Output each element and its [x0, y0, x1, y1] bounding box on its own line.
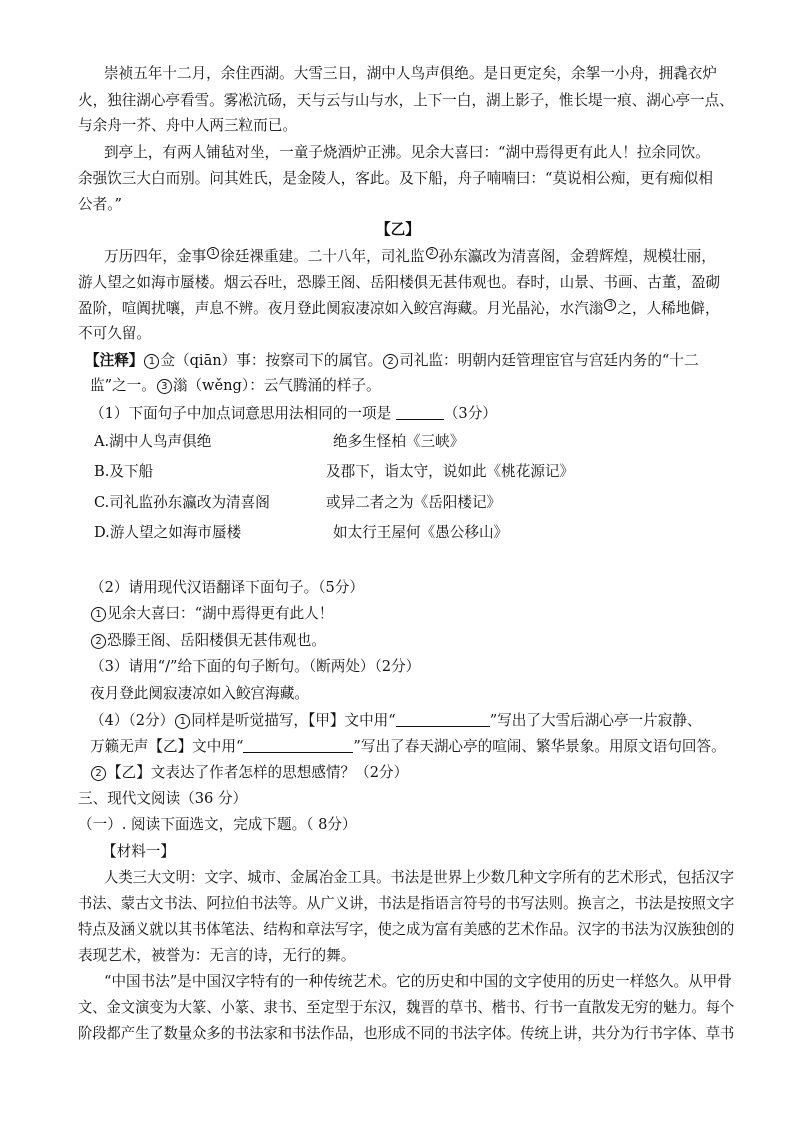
material-1-para1-line1: 人类三大文明：文字、城市、金属冶金工具。书法是世界上少数几种文字所有的艺术形式，包括汉字 [104, 869, 735, 886]
q1-stem: （1）下面句子中加点词意思用法相同的一项是 （3分） [90, 405, 497, 422]
jia-para2-line3: 公者。” [78, 196, 122, 213]
q2-sentence-1: 1 见余大喜曰：“湖中焉得更有此人！ [90, 604, 333, 624]
q3-sentence: 夜月登此阒寂凄凉如入鲛宫海藏。 [90, 685, 309, 702]
note-marker-1: 1 [207, 247, 219, 259]
material-1-para1-line4: 表现艺术，被誉为：无言的诗，无行的舞。 [78, 947, 356, 964]
jia-para2-line2: 余强饮三大白而别。问其姓氏，是金陵人，客此。及下船，舟子喃喃曰：“莫说相公痴，更有痴似相 [78, 170, 713, 187]
q4-blank-yi[interactable] [243, 738, 353, 753]
jia-para2-line1: 到亭上，有两人铺毡对坐，一童子烧酒炉正沸。见余大喜曰：“湖中焉得更有此人！拉余同饮。 [104, 144, 710, 161]
material-1-para1-line3: 特点及涵义就以其书体笔法、结构和章法写字，使之成为富有美感的艺术作品。汉字的书法为汉族独创的 [78, 921, 735, 938]
material-1-para2-line2: 文、金文演变为大篆、小篆、隶书、至定型于东汉，魏晋的草书、楷书、行书一直散发无穷的魅力。每个 [78, 999, 735, 1016]
note-marker-3: 3 [604, 299, 616, 311]
q4-line2: 万籁无声【乙】文中用“ ”写出了春天湖心亭的喧闹、繁华景象。用原文语句回答。 [90, 738, 726, 755]
yi-line4: 不可久留。 [78, 325, 151, 342]
jia-para1-line2: 火，独往湖心亭看雪。雾凇沆砀，天与云与山与水，上下一白，湖上影子，惟长堤一痕、湖心亭一点、 [78, 92, 734, 109]
q1-option-c-left: C.司礼监孙东瀛改为清喜阁 [94, 494, 270, 511]
jia-para1-line3: 与余舟一芥、舟中人两三粒而已。 [78, 117, 297, 134]
q1-option-b-left: B.及下船 [94, 463, 154, 480]
q1-option-d-left: D.游人望之如海市蜃楼 [94, 524, 242, 541]
q1-option-d-right: 如太行王屋何《愚公移山》 [333, 524, 509, 541]
notes-line2: 监”之一。 3 滃（wěng）：云气腾涌的样子。 [90, 377, 381, 394]
q2-stem: （2）请用现代汉语翻译下面句子。（5分） [90, 579, 364, 596]
section3-title: 三、现代文阅读（36 分） [78, 790, 248, 807]
material-1-para2-line1: “中国书法”是中国汉字特有的一种传统艺术。它的历史和中国的文字使用的历史一样悠久。从甲骨 [104, 973, 732, 990]
notes-line1: 【注释】 1 佥（qiān）事：按察司下的属官。 2 司礼监：明朝内廷管理宦官与宫廷内务的“十二 [85, 352, 699, 369]
q3-stem: （3）请用“/”给下面的句子断句。（断两处）（2分） [90, 658, 421, 675]
material-1-label: 【材料一】 [102, 843, 175, 860]
q2-sentence-2: 2 恐滕王阁、岳阳楼俱无甚伟观也。 [90, 631, 326, 651]
jia-para1-line1: 崇祯五年十二月，余住西湖。大雪三日，湖中人鸟声俱绝。是日更定矣，余挐一小舟，拥毳衣炉 [104, 65, 717, 82]
q4-line3: 2 【乙】文表达了作者怎样的思想感情？（2分） [90, 763, 408, 783]
yi-line1: 万历四年，金事 1 徐廷祼重建。二十八年，司礼监 2 孙东瀛改为清喜阁，金碧辉煌，规模壮丽， [104, 248, 716, 265]
q4-line1: （4）（2分） 1 同样是听觉描写，【甲】文中用“ ”写出了大雪后湖心亭一片寂静、 [90, 712, 702, 729]
material-1-para2-line3: 阶段都产生了数量众多的书法家和书法作品，也形成不同的书法字体。传统上讲，共分为行书字体、草书 [78, 1025, 735, 1042]
q4-blank-jia[interactable] [396, 712, 490, 727]
q1-option-c-right: 或异二者之为《岳阳楼记》 [326, 494, 502, 511]
q1-answer-blank[interactable] [396, 405, 444, 420]
q1-option-a-left: A.湖中人鸟声俱绝 [94, 433, 212, 450]
q1-option-b-right: 及郡下，诣太守，说如此《桃花源记》 [326, 463, 575, 480]
yi-line3: 盈阶，喧阗扰嚷，声息不辨。夜月登此阒寂凄凉如入鲛宫海藏。月光晶沁，水汽滃 3 之，人稀地僻， [78, 300, 720, 317]
q1-option-a-right: 绝多生怪柏《三峡》 [333, 433, 465, 450]
material-1-para1-line2: 书法、蒙古文书法、阿拉伯书法等。从广义讲，书法是指语言符号的书写法则。换言之，书法是按照文字 [78, 895, 735, 912]
yi-line2: 游人望之如海市蜃楼。烟云吞吐，恐滕王阁、岳阳楼俱无甚伟观也。春时，山景、书画、古董，盈砌 [78, 274, 721, 291]
yi-heading: 【乙】 [376, 221, 420, 238]
section3-subtitle: （一）. 阅读下面选文，完成下题。（ 8分） [78, 816, 357, 833]
note-marker-2: 2 [426, 247, 438, 259]
